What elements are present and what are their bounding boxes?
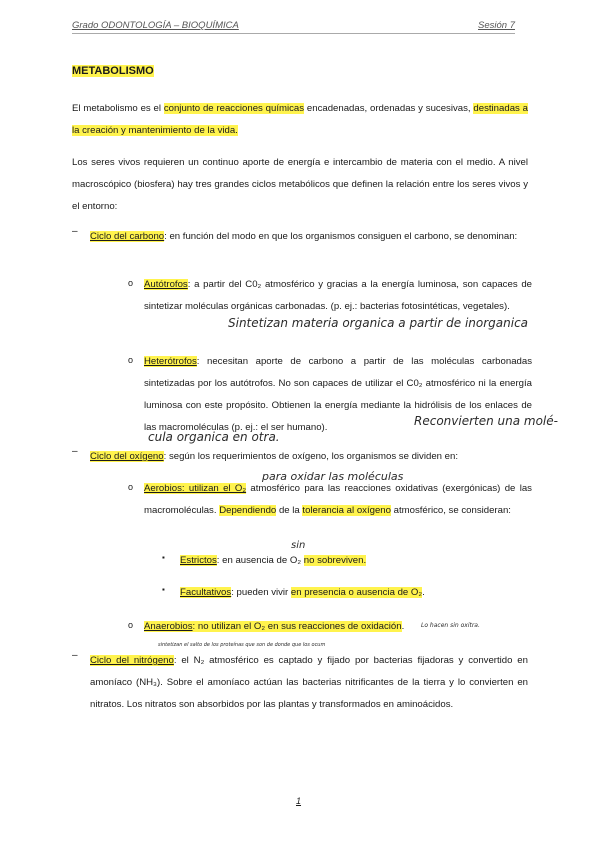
circle-bullet-icon: o <box>128 278 134 288</box>
handwritten-note-anaerobes: Lo hacen sin oxitra. <box>421 622 480 629</box>
circle-bullet-icon: o <box>128 482 134 492</box>
handwritten-note-sin: sin <box>291 540 306 551</box>
page-number: 1 <box>296 796 302 806</box>
nitrogen-cycle-item: Ciclo del nitrógeno: el N₂ atmosférico es captado y fijado por bacterias fijadoras y convertido en amoníaco (NH₃). Sobre el amoníaco actúan las bacterias nitrificantes de la tierra y lo convierten en nitratos. Los nitratos son absorbidos por las plantas y transformados en aminoácidos. <box>90 655 528 710</box>
dash-bullet-icon: – <box>72 446 78 457</box>
strict-aerobes-item: Estrictos: en ausencia de O₂ no sobreviven. <box>180 555 367 566</box>
handwritten-note-heterotrophs-2: cula organica en otra. <box>148 430 280 444</box>
header-session: Sesión 7 <box>478 20 515 31</box>
handwritten-note-nitrogen: sintetizan el salto de los proteínas que son de donde que los ocum <box>158 642 326 648</box>
header-rule <box>72 33 515 34</box>
page-title: METABOLISMO <box>72 65 154 77</box>
circle-bullet-icon: o <box>128 620 134 630</box>
handwritten-note-heterotrophs-1: Reconvierten una molé- <box>414 414 558 428</box>
anaerobes-item: Anaerobios: no utilizan el O₂ en sus reacciones de oxidación. <box>144 621 405 632</box>
cycles-paragraph: Los seres vivos requieren un continuo aporte de energía e intercambio de materia con el medio. A nivel macroscópico (biosfera) hay tres grandes ciclos metabólicos que definen la relación entre los seres vivos y el entorno: <box>72 157 528 212</box>
autotrophs-item: Autótrofos: a partir del C0₂ atmosférico y gracias a la energía luminosa, son capaces de sintetizar moléculas orgánicas carbonadas. (p. ej.: bacterias fotosintéticas, vegetales). <box>144 279 532 312</box>
dash-bullet-icon: – <box>72 650 78 661</box>
carbon-cycle-item: Ciclo del carbono: en función del modo en que los organismos consiguen el carbono, se denominan: <box>90 231 518 242</box>
aerobes-item: Aerobios: utilizan el O₂ atmosférico para las reacciones oxidativas (exergónicas) de las macromoléculas. Dependiendo de la tolerancia al oxígeno atmosférico, se consideran: <box>144 483 532 516</box>
handwritten-note-autotrophs: Sintetizan materia organica a partir de inorganica <box>228 316 529 330</box>
heterotrophs-item: Heterótrofos: necesitan aporte de carbono a partir de las moléculas carbonadas sintetizadas por los autótrofos. No son capaces de utilizar el C0₂ atmosférico ni la energía luminosa con este propósito. Obtienen la energía mediante la hidrólisis de los enlaces de las macromoléculas (p. ej.: el ser humano). <box>144 356 532 433</box>
header-course: Grado ODONTOLOGÍA – BIOQUÍMICA <box>72 20 239 31</box>
oxygen-cycle-item: Ciclo del oxígeno: según los requerimientos de oxígeno, los organismos se dividen en: <box>90 451 458 462</box>
handwritten-note-oxidize: para oxidar las moléculas <box>262 470 404 483</box>
square-bullet-icon: ▪ <box>162 585 165 594</box>
intro-paragraph: El metabolismo es el conjunto de reacciones químicas encadenadas, ordenadas y sucesivas, destinadas a la creación y mantenimiento de la vida. <box>72 103 528 136</box>
dash-bullet-icon: – <box>72 226 78 237</box>
square-bullet-icon: ▪ <box>162 553 165 562</box>
facultative-item: Facultativos: pueden vivir en presencia o ausencia de O₂. <box>180 587 425 598</box>
circle-bullet-icon: o <box>128 355 134 365</box>
